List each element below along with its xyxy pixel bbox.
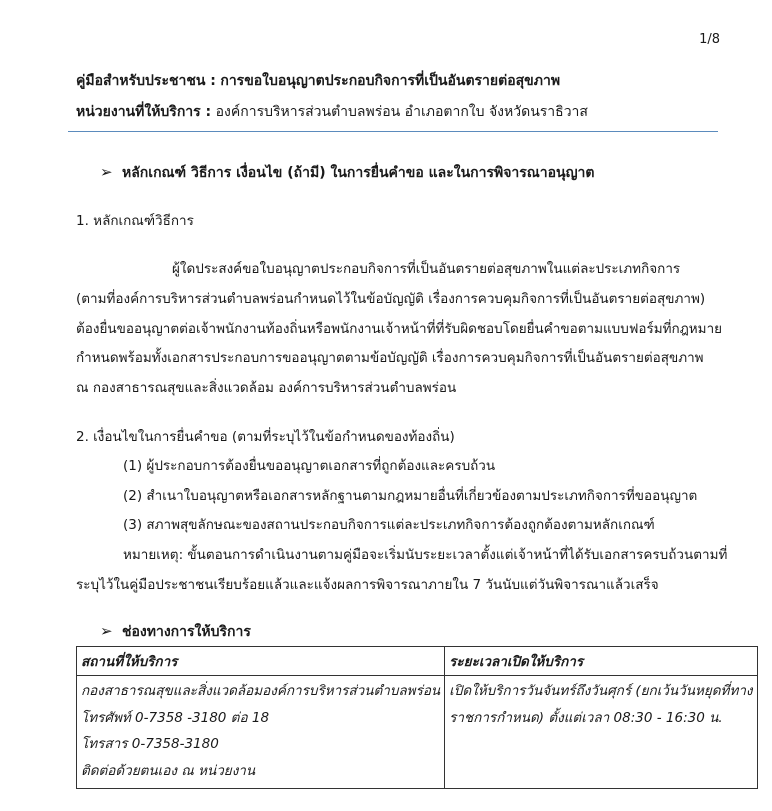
arrow-bullet-icon: ➢ <box>100 163 113 181</box>
arrow-bullet-icon: ➢ <box>100 622 113 640</box>
header-divider <box>68 131 718 132</box>
manual-title: การขอใบอนุญาตประกอบกิจการที่เป็นอันตรายต่อสุขภาพ <box>220 73 561 89</box>
agency-line <box>76 101 588 123</box>
section-heading-text: หลักเกณฑ์ วิธีการ เงื่อนไข (ถ้ามี) ในการยื่นคำขอ และในการพิจารณาอนุญาต <box>122 165 595 181</box>
note-line: ระบุไว้ในคู่มือประชาชนเรียบร้อยแล้วและแจ้งผลการพิจารณาภายใน 7 วันนับแต่วันพิจารณาแล้วเสร็จ <box>76 577 659 593</box>
condition-item: (2) สำเนาใบอนุญาตหรือเอกสารหลักฐานตามกฎหมายอื่นที่เกี่ยวข้องตามประเภทกิจการที่ขออนุญาต <box>123 488 698 504</box>
section-heading-criteria <box>100 162 595 184</box>
paragraph-line: ต้องยื่นขออนุญาตต่อเจ้าพนักงานท้องถิ่นหรือพนักงานเจ้าหน้าที่ที่รับผิดชอบโดยยื่นคำขอตามแบบฟอร์มที่กฎหมาย <box>76 321 723 337</box>
subsection-title-2: 2. เงื่อนไขในการยื่นคำขอ (ตามที่ระบุไว้ในข้อกำหนดของท้องถิ่น) <box>76 429 455 445</box>
table-header-location: สถานที่ให้บริการ <box>77 647 445 676</box>
paragraph-line: ผู้ใดประสงค์ขอใบอนุญาตประกอบกิจการที่เป็นอันตรายต่อสุขภาพในแต่ละประเภทกิจการ <box>172 261 681 277</box>
hours-line: เปิดให้บริการวันจันทร์ถึงวันศุกร์ (ยกเว้นวันหยุดที่ทาง <box>449 683 753 699</box>
location-line: ติดต่อด้วยตนเอง ณ หน่วยงาน <box>81 762 256 779</box>
paragraph-line: (ตามที่องค์การบริหารส่วนตำบลพร่อนกำหนดไว้ในข้อบัญญัติ เรื่องการควบคุมกิจการที่เป็นอันตรายต่อสุขภาพ) <box>76 291 706 307</box>
section-heading-channels <box>100 621 251 643</box>
manual-label: คู่มือสำหรับประชาชน : <box>76 73 216 89</box>
subsection-title-1: 1. หลักเกณฑ์วิธีการ <box>76 213 194 229</box>
hours-cell <box>445 676 757 789</box>
section-heading-text: ช่องทางการให้บริการ <box>122 624 251 640</box>
agency-value: องค์การบริหารส่วนตำบลพร่อน อำเภอตากใบ จังหวัดนราธิวาส <box>215 104 588 120</box>
service-channel-table <box>76 646 758 789</box>
page-number: 1/8 <box>699 32 720 47</box>
location-line: โทรสาร 0-7358-3180 <box>81 736 219 752</box>
agency-label: หน่วยงานที่ให้บริการ : <box>76 104 212 120</box>
location-line: โทรศัพท์ 0-7358 -3180 ต่อ 18 <box>81 709 270 726</box>
location-cell <box>77 676 445 789</box>
condition-item: (1) ผู้ประกอบการต้องยื่นขออนุญาตเอกสารที่ถูกต้องและครบถ้วน <box>123 458 496 474</box>
table-row <box>77 676 758 789</box>
paragraph-line: กำหนดพร้อมทั้งเอกสารประกอบการขออนุญาตตามข้อบัญญัติ เรื่องการควบคุมกิจการที่เป็นอันตรายต่อสุขภาพ <box>76 350 704 366</box>
table-row <box>77 647 758 676</box>
manual-title-line <box>76 70 560 92</box>
paragraph-line: ณ กองสาธารณสุขและสิ่งแวดล้อม องค์การบริหารส่วนตำบลพร่อน <box>76 380 457 396</box>
note-line: หมายเหตุ: ขั้นตอนการดำเนินงานตามคู่มือจะเริ่มนับระยะเวลาตั้งแต่เจ้าหน้าที่ได้รับเอกสารครบถ้วนตามที่ <box>123 547 728 563</box>
table-header-hours: ระยะเวลาเปิดให้บริการ <box>445 647 757 676</box>
hours-line: ราชการกำหนด) ตั้งแต่เวลา 08:30 - 16:30 น. <box>449 709 723 726</box>
location-line: กองสาธารณสุขและสิ่งแวดล้อมองค์การบริหารส่วนตำบลพร่อน <box>81 683 441 699</box>
condition-item: (3) สภาพสุขลักษณะของสถานประกอบกิจการแต่ละประเภทกิจการต้องถูกต้องตามหลักเกณฑ์ <box>123 517 655 533</box>
